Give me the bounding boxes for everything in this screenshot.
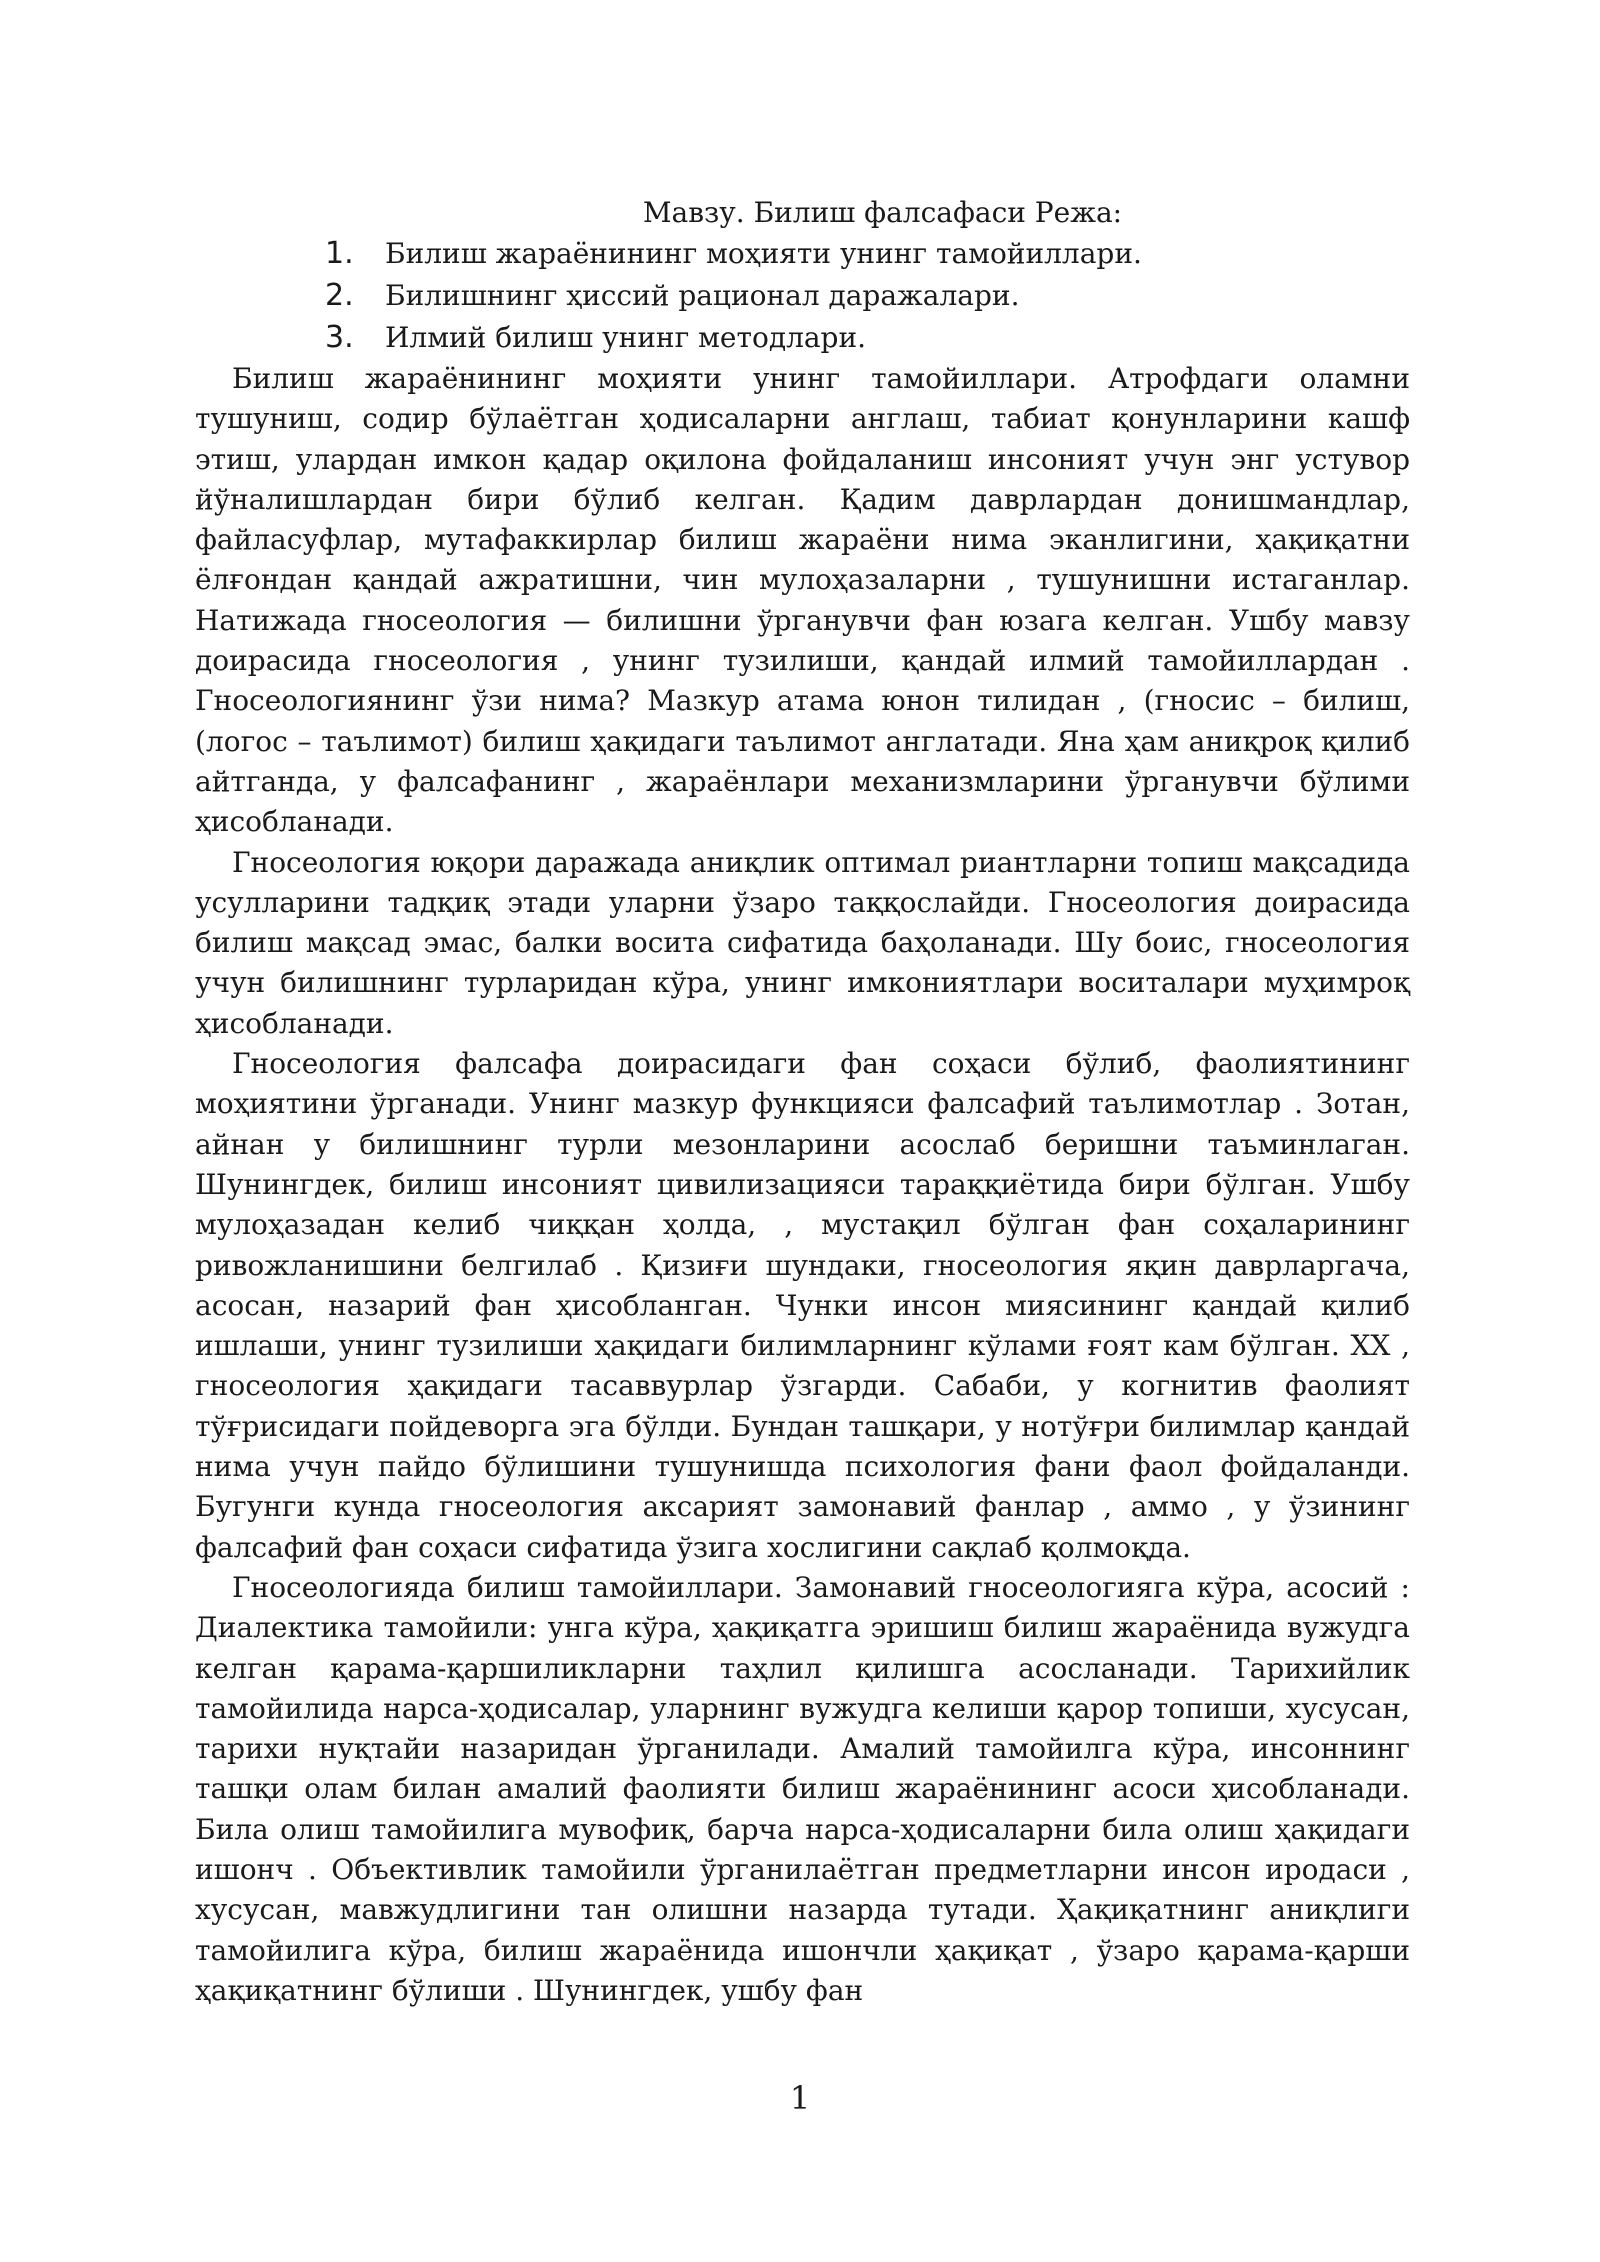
body-paragraph: Гносеология юқори даражада аниқлик оптимал риантларни топиш мақсадида усулларини тадқиқ этади уларни ўзаро таққослайди. Гносеология доирасида билиш мақсад эмас, балки восита сифатида баҳоланади. Шу боис, гносеология учун билишнинг турларидан кўра, унинг имкониятлари воситалари муҳимроқ ҳисобланади.	[195, 845, 1410, 1040]
plan-item	[195, 317, 1410, 359]
plan-item-text: Билишнинг ҳиссий рационал даражалари.	[385, 279, 1020, 312]
document-title: Мавзу. Билиш фалсафаси Режа:	[642, 196, 1123, 229]
plan-list	[195, 233, 1410, 359]
plan-item	[195, 233, 1410, 275]
body-paragraph: Гносеология фалсафа доирасидаги фан соҳаси бўлиб, фаолиятининг моҳиятини ўрганади. Унинг мазкур функцияси фалсафий таълимотлар . Зотан, айнан у билишнинг турли мезонларини асослаб беришни таъминлаган. Шунингдек, билиш инсоният цивилизацияси тараққиётида бири бўлган. Ушбу мулоҳазадан келиб чиққан ҳолда, , мустақил бўлган фан соҳаларининг ривожланишини белгилаб . Қизиғи шундаки, гносеология яқин даврларгача, асосан, назарий фан ҳисобланган. Чунки инсон миясининг қандай қилиб ишлаши, унинг тузилиши ҳақидаги билимларнинг кўлами ғоят кам бўлган. XX , гносеология ҳақидаги тасаввурлар ўзгарди. Сабаби, у когнитив фаолият тўғрисидаги пойдеворга эга бўлди. Бундан ташқари, у нотўғри билимлар қандай нима учун пайдо бўлишини тушунишда психология фани фаол фойдаланди. Бугунги кунда гносеология аксарият замонавий фанлар , аммо , у ўзининг фалсафий фан соҳаси сифатида ўзига хослигини сақлаб қолмоқда.	[195, 1047, 1410, 1564]
plan-item-number: 1.	[325, 236, 354, 271]
page-number: 1	[789, 2079, 811, 2117]
plan-item-number: 3.	[325, 320, 354, 355]
body-paragraph: Билиш жараёнининг моҳияти унинг тамойиллари. Атрофдаги оламни тушуниш, содир бўлаётган ҳодисаларни англаш, табиат қонунларини кашф этиш, улардан имкон қадар оқилона фойдаланиш инсоният учун энг устувор йўналишлардан бири бўлиб келган. Қадим даврлардан донишмандлар, файласуфлар, мутафаккирлар билиш жараёни нима эканлигини, ҳақиқатни ёлғондан қандай ажратишни, чин мулоҳазаларни , тушунишни истаганлар. Натижада гносеология — билишни ўрганувчи фан юзага келган. Ушбу мавзу доирасида гносеология , унинг тузилиши, қандай илмий тамойиллардан . Гносеологиянинг ўзи нима? Мазкур атама юнон тилидан , (гносис – билиш, (логос – таълимот) билиш ҳақидаги таълимот англатади. Яна ҳам аниқроқ қилиб айтганда, у фалсафанинг , жараёнлари механизмларини ўрганувчи бўлими ҳисобланади.	[195, 362, 1410, 839]
plan-item-number: 2.	[325, 278, 354, 313]
body-paragraph: Гносеологияда билиш тамойиллари. Замонавий гносеологияга кўра, асосий : Диалектика тамойили: унга кўра, ҳақиқатга эришиш билиш жараёнида вужудга келган қарама-қаршиликларни таҳлил қилишга асосланади. Тарихийлик тамойилида нарса-ҳодисалар, уларнинг вужудга келиши қарор топиши, хусусан, тарихи нуқтайи назаридан ўрганилади. Амалий тамойилга кўра, инсоннинг ташқи олам билан амалий фаолияти билиш жараёнининг асоси ҳисобланади. Била олиш тамойилига мувофиқ, барча нарса-ҳодисаларни била олиш ҳақидаги ишонч . Объективлик тамойили ўрганилаётган предметларни инсон иродаси , хусусан, мавжудлигини тан олишни назарда тутади. Ҳақиқатнинг аниқлиги тамойилига кўра, билиш жараёнида ишончли ҳақиқат , ўзаро қарама-қарши ҳақиқатнинг бўлиши . Шунингдек, ушбу фан	[195, 1570, 1410, 2007]
plan-item-text: Илмий билиш унинг методлари.	[385, 321, 867, 354]
page-content	[195, 193, 1410, 2011]
plan-item-text: Билиш жараёнининг моҳияти унинг тамойиллари.	[385, 237, 1142, 270]
plan-item	[195, 275, 1410, 317]
